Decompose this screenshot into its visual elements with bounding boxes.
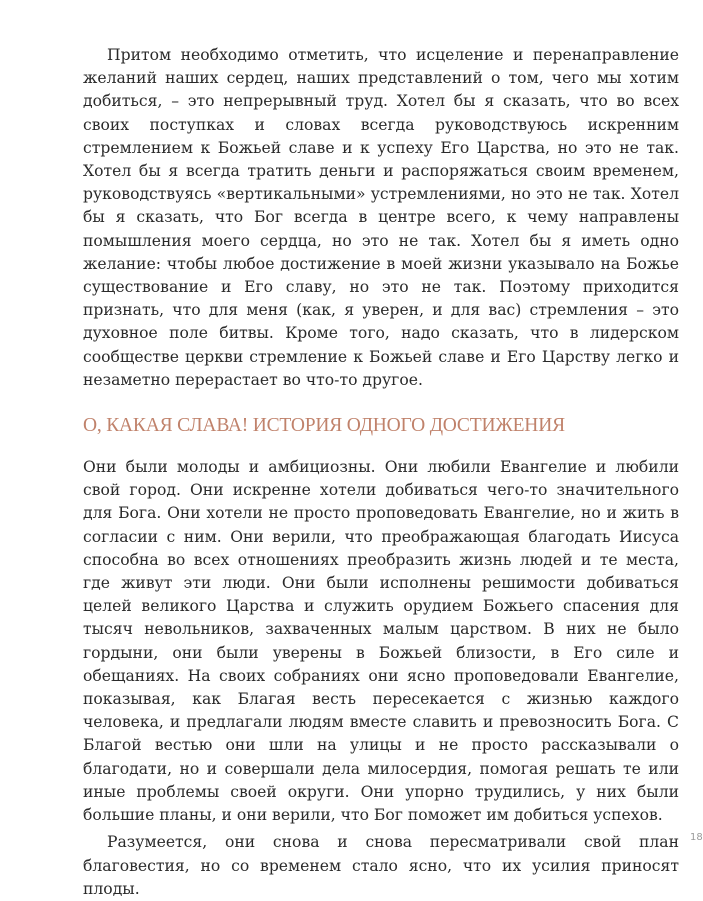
body-paragraph: Они были молоды и амбициозны. Они любили Евангелие и любили свой город. Они искренне хотели добиваться чего-то значительного для Бога. Они хотели не просто проповедовать Евангелие, но и жить в согласии с ним. Они верили, что преображающая благодать Иисуса способна во всех отношениях преобразить жизнь людей и те места, где живут эти люди. Они были исполнены решимости добиваться целей великого Царства и служить орудием Божьего спасения для тысяч невольников, захваченных малым царством. В них не было гордыни, они были уверены в Божьей близости, в Его силе и обещаниях. На своих собраниях они ясно проповедовали Евангелие, показывая, как Благая весть пересекается с жизнью каждого человека, и предлагали людям вместе славить и превозносить Бога. С Благой вестью они шли на улицы и не просто рассказывали о благодати, но и совершали дела милосердия, помогая решать те или иные проблемы своей округи. Они упорно трудились, у них были большие планы, и они верили, что Бог поможет им добиться успехов. bbox=[83, 458, 679, 825]
body-paragraph: Притом необходимо отметить, что исцеление и перенаправление желаний наших сердец, наших представлений о том, чего мы хотим добиться, – это непрерывный труд. Хотел бы я сказать, что во всех своих поступках и словах всегда руководствуюсь искренним стремлением к Божьей славе и к успеху Его Царства, но это не так. Хотел бы я всегда тратить деньги и распоряжаться своим временем, руководствуясь «вертикальными» устремлениями, но это не так. Хотел бы я сказать, что Бог всегда в центре всего, к чему направлены помышления моего сердца, но это не так. Хотел бы я иметь одно желание: чтобы любое достижение в моей жизни указывало на Божье существование и Его славу, но это не так. Поэтому приходится признать, что для меня (как, я уверен, и для вас) стремления – это духовное поле битвы. Кроме того, надо сказать, что в лидерском сообществе церкви стремление к Божьей славе и Его Царству легко и незаметно перерастает во что-то другое. bbox=[83, 46, 679, 389]
section-heading: О, КАКАЯ СЛАВА! ИСТОРИЯ ОДНОГО ДОСТИЖЕНИЯ bbox=[83, 415, 565, 437]
body-paragraph: Разумеется, они снова и снова пересматривали свой план благовестия, но со временем стало ясно, что их усилия приносят плоды. bbox=[83, 833, 679, 898]
document-page bbox=[83, 44, 679, 901]
page-number: 18 bbox=[690, 832, 703, 843]
